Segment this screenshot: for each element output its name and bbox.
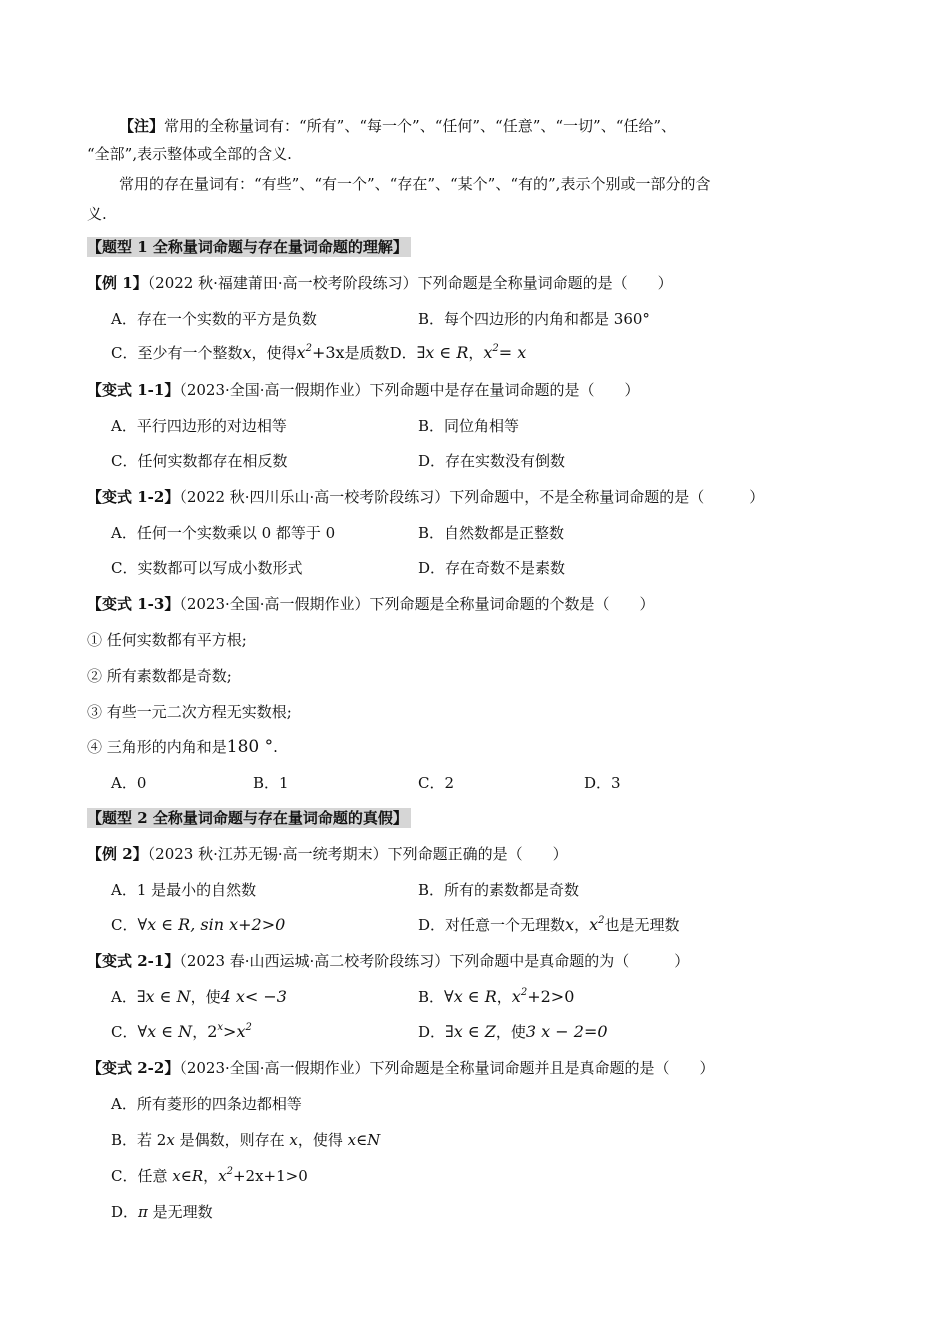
- variant-1-2-stem: [87, 486, 764, 508]
- separator: ，: [468, 344, 484, 362]
- example-2-option-d: [418, 914, 680, 936]
- separator: ，: [496, 988, 512, 1006]
- variant-1-3-option-d: D．3: [584, 774, 621, 792]
- section-1-title: 【题型 1 全称量词命题与存在量词命题的理解】: [87, 237, 411, 257]
- math-expression: [218, 1167, 308, 1185]
- example-2-stem: [87, 843, 568, 865]
- variant-1-1-option-b: B．同位角相等: [418, 417, 520, 435]
- math-expression: [207, 1022, 252, 1041]
- math-exponent: 2: [245, 1022, 252, 1033]
- math-expression: [297, 343, 345, 362]
- variant-2-2-stem: [87, 1057, 715, 1079]
- example-2-option-b: B．所有的素数都是奇数: [418, 881, 580, 899]
- option-c-label: C．: [111, 1023, 138, 1041]
- option-d-label: D．: [111, 1203, 139, 1221]
- variant-2-2-option-a: A．所有菱形的四条边都相等: [111, 1095, 302, 1113]
- item-4-period: .: [273, 738, 278, 756]
- math-base: x: [483, 343, 493, 362]
- variant-2-2-option-b: [111, 1129, 380, 1151]
- variant-1-3-question: （2023·全国·高一假期作业）下列命题是全称量词命题的个数是（ ）: [179, 595, 655, 613]
- variant-1-1-option-a: A．平行四边形的对边相等: [111, 417, 287, 435]
- option-c-text: C．至少有一个整数: [111, 344, 243, 362]
- example-2-option-a: A．1 是最小的自然数: [111, 881, 257, 899]
- math-var: π: [138, 1203, 148, 1221]
- variant-1-2-question: （2022 秋·四川乐山·高一校考阶段练习）下列命题中，不是全称量词命题的是（ ）: [179, 488, 765, 506]
- math-expression: [589, 915, 604, 934]
- option-b-text-mid2: ，使得: [297, 1131, 348, 1149]
- separator: ，: [574, 916, 590, 934]
- variant-2-2-option-d: [111, 1201, 213, 1223]
- variant-1-1-option-d: D．存在实数没有倒数: [418, 452, 566, 470]
- math-rest: +3x: [311, 343, 345, 362]
- math-expression: [512, 987, 575, 1006]
- math-expression: ∀x ∈ R, sin x+2>0: [137, 915, 286, 934]
- option-d-text-post: 也是无理数: [604, 916, 680, 934]
- item-4-text: ④ 三角形的内角和是: [87, 738, 227, 756]
- option-b-text: B．若 2: [111, 1131, 167, 1149]
- example-1-stem: [87, 272, 673, 294]
- option-a-text: ，使: [190, 988, 221, 1006]
- math-rest: >x: [223, 1022, 246, 1041]
- option-d-text: 是无理数: [147, 1203, 213, 1221]
- math-base: x: [218, 1167, 227, 1185]
- note-label: 【注】: [119, 117, 165, 135]
- math-expression: x∈R: [172, 1167, 204, 1185]
- variant-1-3-item-3: ③ 有些一元二次方程无实数根;: [87, 703, 292, 721]
- variant-1-3-option-a: A．0: [111, 774, 147, 792]
- math-exponent: 2: [520, 987, 528, 998]
- example-1-label: 【例 1】: [87, 274, 148, 292]
- example-2-label: 【例 2】: [87, 845, 148, 863]
- variant-1-2-option-d: D．存在奇数不是素数: [418, 559, 566, 577]
- variant-1-2-label: 【变式 1-2】: [87, 488, 180, 506]
- option-c-text: C．任意: [111, 1167, 173, 1185]
- math-exponent: x: [217, 1022, 224, 1033]
- variant-2-1-option-b: [418, 986, 574, 1008]
- variant-2-1-option-d: [418, 1021, 608, 1043]
- note-line-1: [119, 115, 676, 137]
- math-expression: 4 x< −3: [220, 987, 287, 1006]
- math-rest: +2x+1>0: [232, 1167, 308, 1185]
- math-base: x: [589, 915, 599, 934]
- math-expression: ∃x ∈ Z: [445, 1022, 496, 1041]
- math-expression: 3 x − 2=0: [525, 1022, 608, 1041]
- math-exponent: 2: [598, 915, 605, 926]
- math-expression: ∃x ∈ R: [416, 343, 469, 362]
- variant-1-3-option-c: C．2: [418, 774, 455, 792]
- math-rest: = x: [498, 343, 527, 362]
- variant-1-3-label: 【变式 1-3】: [87, 595, 180, 613]
- variant-1-3-stem: [87, 593, 655, 615]
- example-1-option-a: A．存在一个实数的平方是负数: [111, 310, 317, 328]
- variant-2-2-option-c: [111, 1165, 308, 1187]
- option-d-label: D．: [389, 344, 417, 362]
- variant-2-1-label: 【变式 2-1】: [87, 952, 180, 970]
- variant-2-1-option-c: [111, 1021, 252, 1043]
- example-1-option-c: [111, 342, 526, 364]
- variant-1-3-item-1: ① 任何实数都有平方根;: [87, 631, 247, 649]
- variant-2-1-option-a: [111, 986, 287, 1008]
- example-1-question: （2022 秋·福建莆田·高一校考阶段练习）下列命题是全称量词命题的是（ ）: [147, 274, 673, 292]
- math-exponent: 2: [305, 343, 312, 354]
- section-2-title: 【题型 2 全称量词命题与存在量词命题的真假】: [87, 808, 411, 828]
- variant-1-1-label: 【变式 1-1】: [87, 381, 180, 399]
- math-base: x: [296, 343, 306, 362]
- note-line-3: 常用的存在量词有：“有些”、“有一个”、“存在”、“某个”、“有的”,表示个别或一部分的含: [119, 175, 711, 193]
- math-base: x: [511, 987, 521, 1006]
- example-1-option-b: B．每个四边形的内角和都是 360°: [418, 310, 650, 328]
- math-var: x: [166, 1131, 175, 1149]
- variant-2-1-stem: [87, 950, 689, 972]
- option-d-label: D．: [418, 1023, 446, 1041]
- variant-1-2-option-a: A．任何一个实数乘以 0 都等于 0: [111, 524, 336, 542]
- note-line-4: 义.: [87, 205, 107, 223]
- option-b-label: B．: [418, 988, 445, 1006]
- example-2-question: （2023 秋·江苏无锡·高一统考期末）下列命题正确的是（ ）: [147, 845, 568, 863]
- variant-1-3-item-2: ② 所有素数都是奇数;: [87, 667, 232, 685]
- math-expression: ∀x ∈ N: [137, 1022, 193, 1041]
- variant-1-1-question: （2023·全国·高一假期作业）下列命题中是存在量词命题的是（ ）: [179, 381, 640, 399]
- variant-2-2-question: （2023·全国·高一假期作业）下列命题是全称量词命题并且是真命题的是（ ）: [179, 1059, 715, 1077]
- math-var: x: [565, 915, 575, 934]
- option-a-label: A．: [111, 988, 137, 1006]
- note-universal-text: 常用的全称量词有：“所有”、“每一个”、“任何”、“任意”、“一切”、“任给”、: [164, 117, 677, 135]
- math-expression: ∃x ∈ N: [136, 987, 191, 1006]
- math-rest: +2>0: [527, 987, 575, 1006]
- math-var: x: [289, 1131, 298, 1149]
- example-2-option-c: [111, 914, 285, 936]
- variant-1-1-stem: [87, 379, 640, 401]
- option-d-text: D．对任意一个无理数: [418, 916, 566, 934]
- variant-1-3-option-b: B．1: [253, 774, 289, 792]
- math-expression: ∀x ∈ R: [444, 987, 497, 1006]
- option-c-text-post: 是质数: [344, 344, 390, 362]
- math-exponent: 2: [492, 343, 499, 354]
- note-line-2: “全部”,表示整体或全部的含义.: [87, 145, 292, 163]
- variant-1-3-item-4: [87, 736, 278, 758]
- math-exponent: 2: [226, 1166, 233, 1177]
- math-var: x: [242, 343, 252, 362]
- option-d-text: ，使: [495, 1023, 526, 1041]
- angle-value: 180 °: [226, 737, 274, 757]
- variant-2-1-question: （2023 春·山西运城·高二校考阶段练习）下列命题中是真命题的为（ ）: [179, 952, 690, 970]
- math-expression: [483, 343, 526, 362]
- variant-1-1-option-c: C．任何实数都存在相反数: [111, 452, 288, 470]
- variant-2-2-label: 【变式 2-2】: [87, 1059, 180, 1077]
- option-c-label: C．: [111, 916, 138, 934]
- option-b-text-mid: 是偶数，则存在: [174, 1131, 290, 1149]
- variant-1-2-option-c: C．实数都可以写成小数形式: [111, 559, 303, 577]
- option-c-text-mid: ，使得: [251, 344, 297, 362]
- separator: ，: [203, 1167, 219, 1185]
- variant-1-2-option-b: B．自然数都是正整数: [418, 524, 565, 542]
- math-base: 2: [207, 1022, 218, 1041]
- separator: ，: [192, 1023, 208, 1041]
- math-expression: x∈N: [347, 1131, 381, 1149]
